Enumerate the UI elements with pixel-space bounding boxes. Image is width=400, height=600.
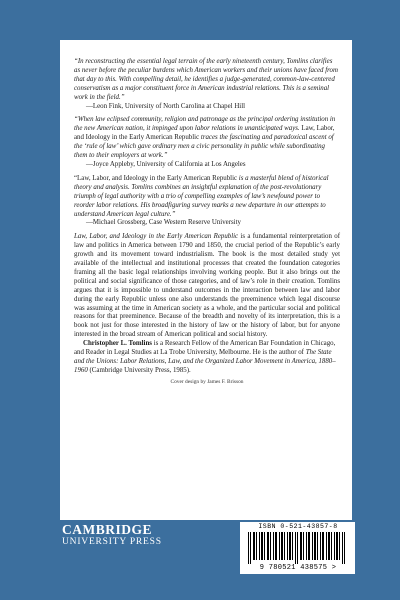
review-quote-3: [74, 175, 340, 228]
author-bio: Christopher L. Tomlins is a Research Fellow of the American Bar Foundation in Chicago, and Reader in Legal Studies at La Trobe University, Melbourne. He is the author of The State and the Unions: Labor Relations, Law, and the Organized Labor Movement in America, 1880–1960 (Cambridge University Press, 1985).: [74, 340, 336, 374]
back-cover-text-panel: [60, 40, 352, 520]
review-quote-2: [74, 116, 340, 169]
isbn-barcode: [240, 522, 355, 574]
review-quote-1: [74, 58, 340, 111]
cover-design-credit: Cover design by James F. Brisson: [170, 378, 244, 385]
review-quote-2-text: “When law eclipsed community, religion and patronage as the principal ordering institution in the new American nation, it impinged upon labor relations in unanticipated ways. Law, Labor, and Ideology in the Early American Republic traces the fascinating and paradoxical ascent of the ‘rule of law’ which gave ordinary men a civic personality in public while subordinating them to their employers at work.”: [74, 116, 336, 160]
review-quote-1-attribution: —Leon Fink, University of North Carolina at Chapel Hill: [86, 102, 246, 110]
book-description: Law, Labor, and Ideology in the Early American Republic is a fundamental reinterpretation of law and politics in America between 1790 and 1850, the crucial period of the Republic’s early growth and its movement toward industrialism. The book is the most detailed study yet available of the intellectual and institutional processes that created the foundation categories framing all the basic legal relationships involving working people. But it also brings out the political and social significance of those categories, and of law’s role in their creation. Tomlins argues that it is impossible to understand outcomes in the interaction between law and labor during the early Republic unless one also understands the preeminence which legal discourse was assuming at the time in American society as a whole, and the particular social and political reasons for that preeminence. Because of the breadth and novelty of its interpretation, this is a book not just for those interested in the history of law or the history of labor, but for anyone interested in the broad stream of American political and social history.: [74, 233, 340, 339]
barcode-digits: 9 780521 438575 >: [259, 564, 337, 572]
review-quote-2-attribution: —Joyce Appleby, University of California at Los Angeles: [86, 160, 246, 168]
publisher-name-line2: UNIVERSITY PRESS: [62, 537, 162, 547]
publisher-name-line1: CAMBRIDGE: [62, 522, 153, 537]
publisher-logo: [62, 523, 162, 548]
review-quote-3-text: “Law, Labor, and Ideology in the Early American Republic is a masterful blend of historical theory and analysis. Tomlins combines an insightful explanation of the post-revolutionary triumph of legal authority with a trio of compelling examples of law’s newfound power to reorder labor relations. His broadfiguring survey marks a new departure in our attempts to understand American legal culture.”: [74, 174, 329, 218]
barcode-bars: [248, 532, 346, 564]
review-quote-1-text: “In reconstructing the essential legal terrain of the early nineteenth century, Tomlins clarifies as never before the peculiar burdens which American workers and their unions have faced from that day to this. With compelling detail, he identifies a judge-generated, common-law-centered conservatism as a major constituent force in American industrial relations. This is a seminal work in the field.”: [74, 58, 338, 101]
review-quote-3-attribution: —Michael Grossberg, Case Western Reserve University: [86, 219, 241, 227]
isbn-label: ISBN 0-521-43857-8: [258, 523, 338, 530]
